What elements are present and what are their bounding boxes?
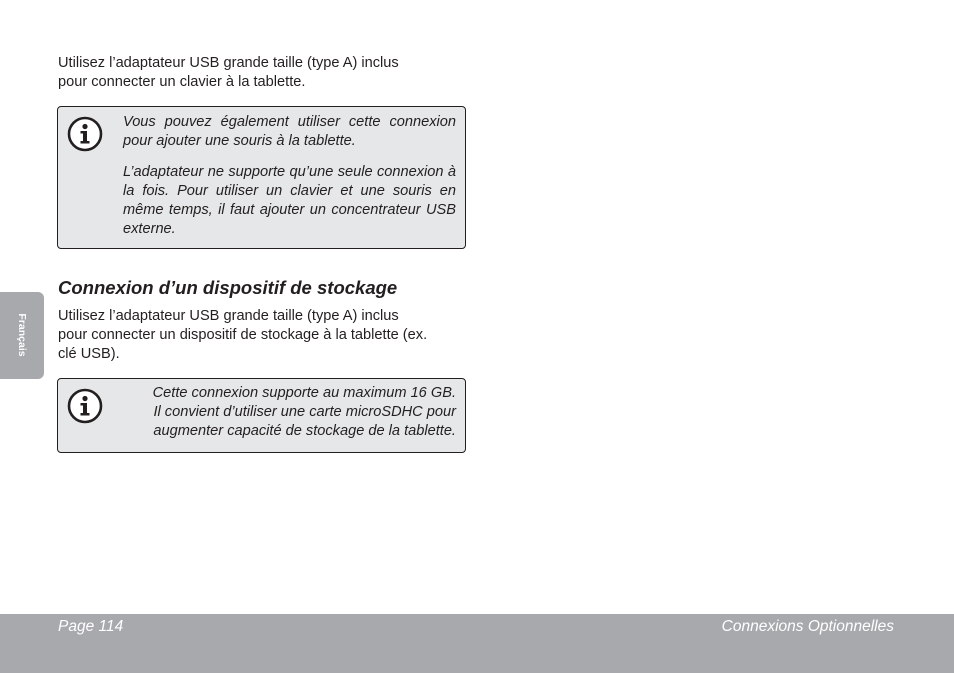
language-tab: [0, 292, 44, 379]
intro-line-2: pour connecter un clavier à la tablette.: [58, 74, 306, 90]
section-paragraph: [58, 307, 470, 364]
info-note-box: [57, 106, 466, 249]
intro-paragraph: [58, 54, 470, 92]
info-note-box-2: [57, 378, 466, 453]
page-number: Page 114: [58, 618, 124, 635]
info-icon: [67, 388, 103, 424]
section-heading: Connexion d’un dispositif de stockage: [58, 277, 398, 298]
section-line-2: pour connecter un dispositif de stockage à la tablette (ex.: [58, 327, 428, 343]
intro-line-1: Utilisez l’adaptateur USB grande taille (type A) inclus: [58, 55, 399, 71]
note2-line-1: Cette connexion supporte au maximum 16 GB.: [152, 385, 456, 401]
info-icon: [67, 116, 103, 152]
note2-line-2: Il convient d’utiliser une carte microSDHC pour: [153, 404, 456, 420]
note-text-3: [123, 384, 456, 441]
section-line-1: Utilisez l’adaptateur USB grande taille (type A) inclus: [58, 308, 399, 324]
language-tab-label: Français: [16, 313, 28, 357]
page-footer: [0, 614, 954, 673]
note-text-1: Vous pouvez également utiliser cette connexion pour ajouter une souris à la tablette.: [123, 114, 456, 149]
footer-section-title: Connexions Optionnelles: [721, 618, 894, 635]
note2-line-3: augmenter capacité de stockage de la tablette.: [153, 423, 456, 439]
note-text-2: L’adaptateur ne supporte qu’une seule connexion à la fois. Pour utiliser un clavier et une souris en même temps, il faut ajouter un concentrateur USB externe.: [123, 164, 456, 237]
section-line-3: clé USB).: [58, 346, 120, 362]
